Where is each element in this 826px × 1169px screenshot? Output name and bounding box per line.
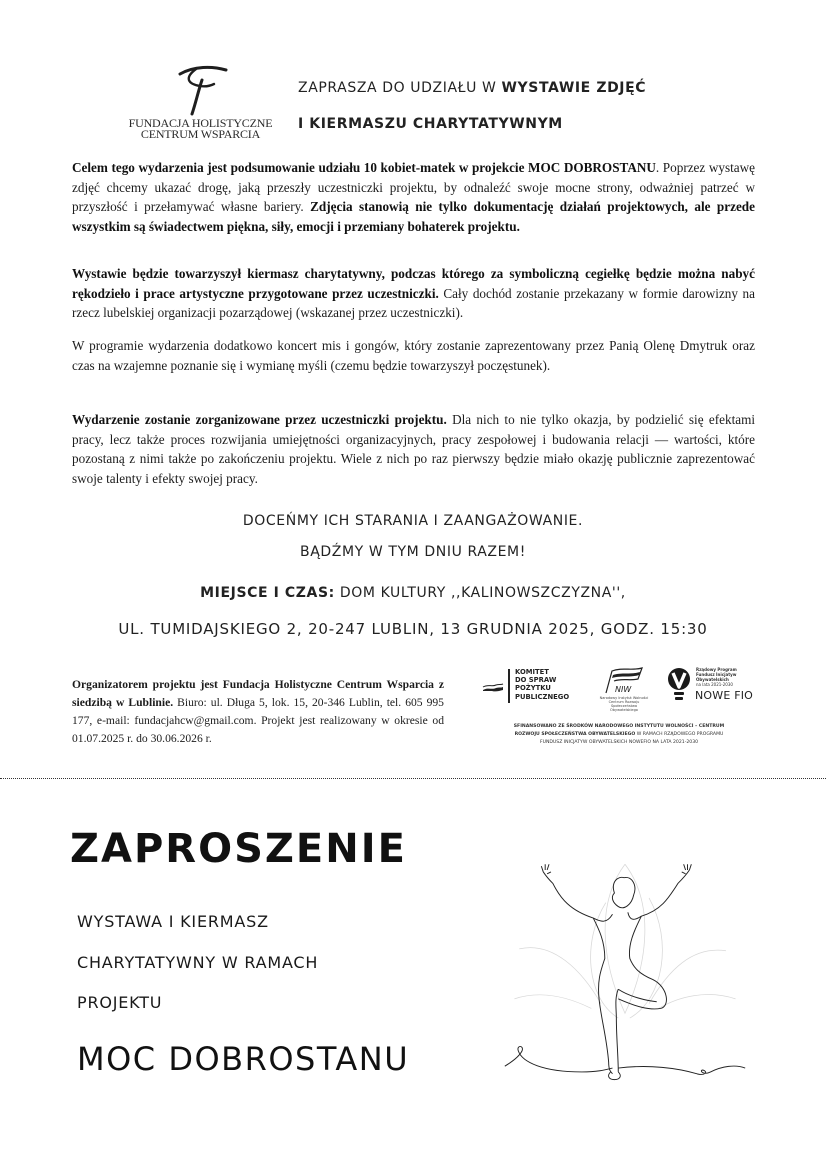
paragraph-text: W programie wydarzenia dodatkowo koncert mis i gongów, który zostanie zaprezentowany przez Panią Olenę Dmytruk oraz czas na wzajemne poznanie się i wymianę myśli (czemu będzie towarzyszył poczęstunek). bbox=[72, 338, 755, 373]
paragraph-program bbox=[72, 336, 755, 375]
paragraph-text: Dla nich to nie tylko okazja, by podzielić się efektami pracy, lecz także proces rozwijania umiejętności organizacyjnych, pracy zespołowej i budowania relacji — wartości, które pozostaną z nimi także po zakończeniu projektu. Wiele z nich po raz pierwszy będzie miało okazję publicznie zaprezentować swoje talenty i efekty swojej pracy. bbox=[72, 412, 756, 486]
header-title-line-2-text: I KIERMASZU CHARYTATYWNYM bbox=[298, 116, 563, 132]
kdspp-text bbox=[515, 668, 569, 701]
paragraph-summary bbox=[72, 158, 755, 236]
logo-line-1: FUNDACJA HOLISTYCZNE bbox=[128, 116, 273, 130]
event-address: UL. TUMIDAJSKIEGO 2, 20-247 LUBLIN, 13 GRUDNIA 2025, GODZ. 15:30 bbox=[118, 620, 708, 638]
niw-flag-logo-icon bbox=[598, 665, 650, 695]
slogan-line-2: BĄDŹMY W TYM DNIU RAZEM! bbox=[300, 544, 526, 560]
financing-bold: ROZWOJU SPOŁECZEŃSTWA OBYWATELSKIEGO bbox=[514, 732, 636, 737]
organizer-text: Biuro: ul. Długa 5, lok. 15, 20-346 Lublin, tel. 605 995 177, e-mail: fundacjahcw@gmail.com. Projekt jest realizowany w okresie od 01.07.2025 r. do 30.06.2026 r. bbox=[72, 696, 444, 745]
niw-caption bbox=[598, 696, 650, 712]
fio-caption-line: Rządowy Program bbox=[696, 667, 737, 672]
svg-text:NIW: NIW bbox=[615, 685, 632, 694]
paragraph-bold: Wydarzenie zostanie zorganizowane przez uczestniczki projektu. bbox=[72, 412, 447, 427]
paragraph-text: . Poprzez wystawę zdjęć chcemy ukazać drogę, jaką przeszły uczestniczki projektu, by odnaleźć swoje mocne strony, odważniej patrzeć w przyszłość i przełamywać własne bariery. bbox=[72, 160, 755, 215]
paragraph-charity-fair bbox=[72, 264, 755, 323]
kdspp-line: PUBLICZNEGO bbox=[515, 692, 570, 701]
project-name: MOC DOBROSTANU bbox=[77, 1040, 410, 1078]
nowe-fio-logo bbox=[666, 665, 758, 705]
financing-note bbox=[478, 723, 760, 747]
kdspp-divider bbox=[508, 669, 510, 703]
fio-caption-line: na lata 2021-2030 bbox=[696, 682, 733, 687]
foundation-logo bbox=[118, 60, 283, 150]
paragraph-bold: Zdjęcia stanowią nie tylko dokumentację działań projektowych, ale przede wszystkim są świadectwem piękna, siły, emocji i przemiany bohaterek projektu. bbox=[72, 199, 755, 234]
place-value: DOM KULTURY ,,KALINOWSZCZYZNA'', bbox=[334, 585, 626, 601]
financing-text: W RAMACH RZĄDOWEGO PROGRAMU bbox=[635, 732, 724, 737]
logo-line-2: CENTRUM WSPARCIA bbox=[140, 127, 261, 141]
invitation-line-3: PROJEKTU bbox=[77, 993, 163, 1012]
polish-flag-icon bbox=[482, 683, 504, 692]
kdspp-line: POŻYTKU bbox=[515, 684, 551, 693]
niw-caption-line: Narodowy Instytut Wolności bbox=[599, 696, 649, 700]
invitation-line-1: WYSTAWA I KIERMASZ bbox=[77, 912, 269, 931]
niw-logo bbox=[598, 665, 650, 712]
header-title-regular: ZAPRASZA DO UDZIAŁU W bbox=[298, 80, 502, 96]
header-title-line-1 bbox=[298, 76, 646, 112]
invitation-title: ZAPROSZENIE bbox=[70, 826, 407, 872]
kdspp-line: DO SPRAW bbox=[515, 676, 557, 685]
fio-caption-line: Obywatelskich bbox=[696, 677, 729, 682]
calligraphic-f-logo-icon bbox=[166, 60, 236, 118]
yoga-tree-pose-icon bbox=[500, 845, 750, 1095]
financing-line-3: FUNDUSZ INICJATYW OBYWATELSKICH NOWEFIO NA LATA 2021-2030 bbox=[539, 740, 699, 745]
header-title bbox=[298, 76, 646, 148]
paragraph-organization bbox=[72, 410, 755, 488]
kdspp-line: KOMITET bbox=[515, 668, 549, 676]
fio-name: NOWE FIO bbox=[695, 689, 754, 702]
kdspp-logo bbox=[478, 665, 588, 705]
dotted-cut-line bbox=[0, 778, 826, 779]
paragraph-bold: Celem tego wydarzenia jest podsumowanie udziału 10 kobiet-matek w projekcie MOC DOBROSTANU bbox=[72, 160, 656, 175]
fio-caption bbox=[696, 667, 737, 687]
header-title-bold: WYSTAWIE ZDJĘĆ bbox=[501, 80, 647, 96]
place-label: MIEJSCE I CZAS: bbox=[200, 585, 335, 601]
lightbulb-v-logo-icon bbox=[666, 667, 692, 703]
fio-caption-line: Fundusz Inicjatyw bbox=[696, 672, 737, 677]
slogan-line-1: DOCEŃMY ICH STARANIA I ZAANGAŻOWANIE. bbox=[242, 513, 584, 529]
paragraph-bold: Wystawie będzie towarzyszył kiermasz charytatywny, podczas którego za symboliczną cegiełkę będzie można nabyć rękodzieło i prace artystyczne przygotowane przez uczestniczki. bbox=[72, 266, 755, 301]
financing-bold: SFINANSOWANO ZE ŚRODKÓW NARODOWEGO INSTYTUTU WOLNOŚCI – CENTRUM bbox=[513, 724, 725, 729]
invitation-line-2: CHARYTATYWNY W RAMACH bbox=[77, 953, 319, 972]
paragraph-text: Cały dochód zostanie przekazany w formie darowizny na rzecz lubelskiej organizacji pozarządowej (wskazanej przez uczestniczki). bbox=[72, 285, 755, 321]
niw-caption-line: Centrum Rozwoju Społeczeństwa Obywatelskiego bbox=[608, 700, 640, 712]
organizer-bold: Organizatorem projektu jest Fundacja Holistyczne Centrum Wsparcia z siedzibą w Lublinie. bbox=[72, 678, 444, 709]
header-title-line-2 bbox=[298, 112, 646, 148]
sponsor-logos bbox=[478, 665, 758, 712]
place-and-time bbox=[0, 585, 826, 601]
organizer-info bbox=[72, 676, 444, 748]
